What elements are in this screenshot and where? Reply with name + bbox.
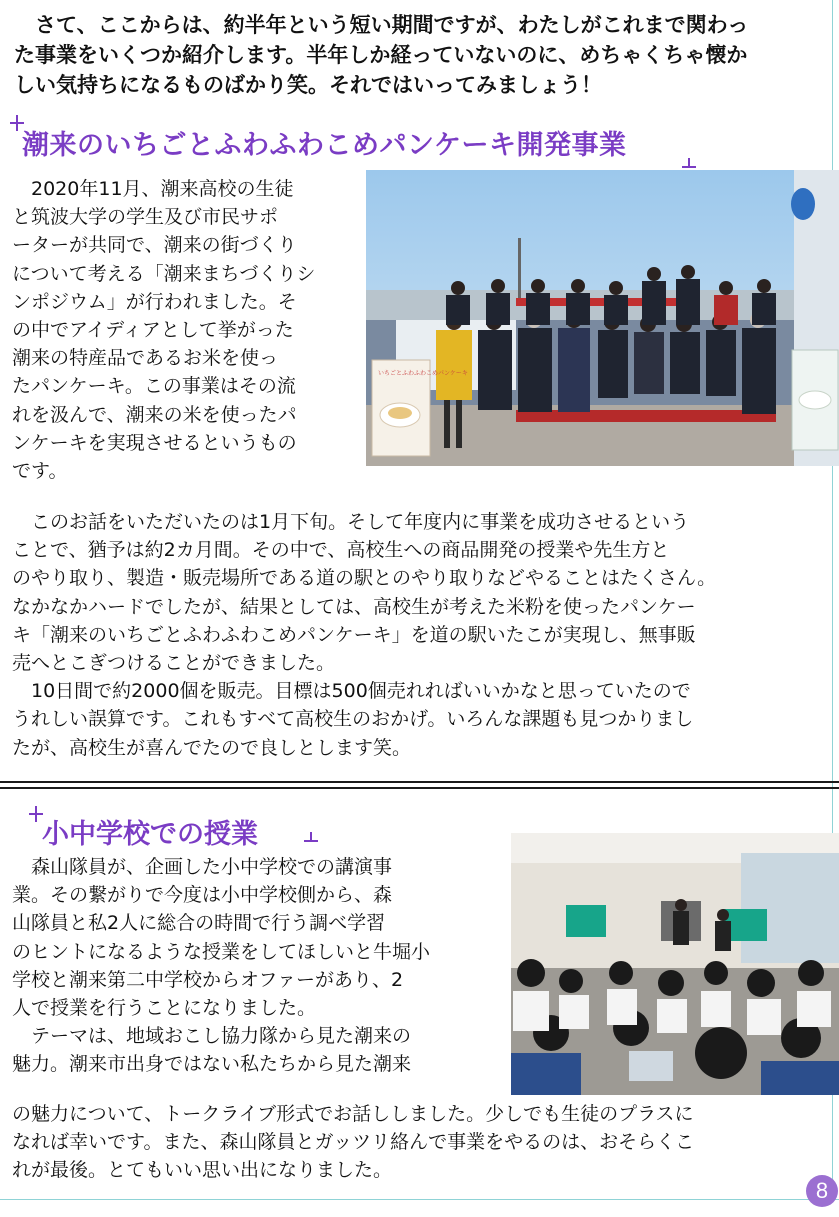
page-frame-bottom [0,1199,839,1200]
section-divider [0,781,839,783]
text-line: 人で授業を行うことになりました。 [12,997,317,1020]
symposium-group-photo [366,170,839,466]
text-line: なれば幸いです。また、森山隊員とガッツリ絡んで事業をやるのは、おそらくこ [12,1131,695,1154]
heading-corner-mark [29,806,43,822]
text-line: のヒントになるような授業をしてほしいと牛堀小 [12,940,431,963]
text-line: キ「潮来のいちごとふわふわこめパンケーキ」を道の駅いたこが実現し、無事販 [12,623,696,646]
intro-line: さて、ここからは、約半年という短い期間ですが、わたしがこれまで関わっ [35,13,749,37]
section-2-wide-text [12,1100,694,1185]
intro-paragraph [14,10,814,100]
text-line: 山隊員と私2人に総合の時間で行う調べ学習 [12,912,386,935]
text-line: 森山隊員が、企画した小中学校での講演事 [31,856,393,878]
text-line: 魅力。潮来市出身ではない私たちから見た潮来 [12,1053,412,1076]
text-line: ことで、猶予は約2カ月間。その中で、高校生への商品開発の授業や先生方と [12,539,670,562]
text-line: 潮来の特産品であるお米を使っ [12,347,279,370]
intro-line: しい気持ちになるものばかり笑。それではいってみましょう！ [14,73,602,97]
text-line: れが最後。とてもいい思い出になりました。 [12,1159,393,1182]
text-line: です。 [12,460,68,483]
section-divider [0,787,839,789]
heading-corner-mark [682,158,696,168]
text-line: このお話をいただいたのは1月下旬。そして年度内に事業を成功させるという [31,511,690,533]
text-line: ンケーキを実現させるというもの [12,431,297,454]
text-line: について考える「潮来まちづくりシ [12,262,316,285]
text-line: 業。その繋がりで今度は小中学校側から、森 [12,884,393,907]
text-line: の中でアイディアとして挙がった [12,319,294,342]
text-line: 学校と潮来第二中学校からオファーがあり、2 [12,968,404,991]
section-2-narrow-text [12,853,430,1079]
section-1-wide-text [12,508,716,762]
photo-sign-text: いちごとふわふわこめパンケーキ [378,370,468,377]
section-2-title: 小中学校での授業 [42,819,258,850]
page-number-badge: 8 [806,1175,838,1207]
text-line: ーターが共同で、潮来の街づくり [12,234,297,257]
text-line: なかなかハードでしたが、結果としては、高校生が考えた米粉を使ったパンケー [12,595,696,618]
text-line: 売へとこぎつけることができました。 [12,652,336,675]
text-line: と筑波大学の学生及び市民サポ [12,206,279,229]
text-line: ンポジウム」が行われました。そ [12,290,297,313]
text-line: の魅力について、トークライブ形式でお話ししました。少しでも生徒のプラスに [12,1103,694,1125]
section-1-narrow-text [12,175,315,485]
text-line: たが、高校生が喜んでたので良しとします笑。 [12,736,412,759]
text-line: れを汲んで、潮来の米を使ったパ [12,403,297,426]
intro-line: た事業をいくつか紹介します。半年しか経っていないのに、めちゃくちゃ懐か [14,43,748,67]
text-line: 10日間で約2000個を販売。目標は500個売れればいいかなと思っていたので [31,680,691,703]
text-line: テーマは、地域おこし協力隊から見た潮来の [31,1025,412,1048]
classroom-lesson-photo [511,833,839,1095]
text-line: 2020年11月、潮来高校の生徒 [31,178,294,200]
section-1-title: 潮来のいちごとふわふわこめパンケーキ開発事業 [22,130,627,161]
text-line: たパンケーキ。この事業はその流 [12,375,296,398]
text-line: うれしい誤算です。これもすべて高校生のおかげ。いろんな課題も見つかりまし [12,708,694,731]
text-line: のやり取り、製造・販売場所である道の駅とのやり取りなどやることはたくさん。 [12,567,717,590]
heading-corner-mark [304,832,318,842]
